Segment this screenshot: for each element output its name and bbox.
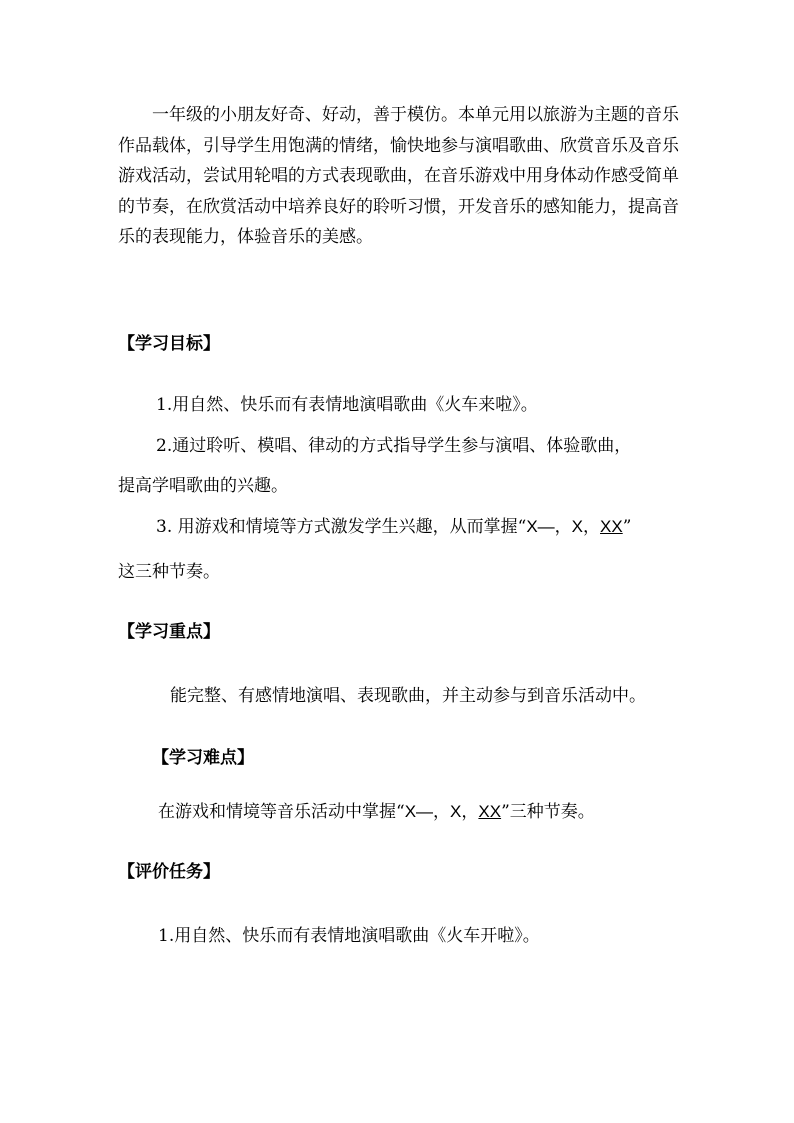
difficulties-text: [158, 800, 595, 824]
objective-item-2-line-1: 2.通过聆听、模唱、律动的方式指导学生参与演唱、体验歌曲，: [156, 436, 632, 456]
intro-paragraph: 一年级的小朋友好奇、好动，善于模仿。本单元用以旅游为主题的音乐作品载体，引导学生用饱满的情绪，愉快地参与演唱歌曲、欣赏音乐及音乐游戏活动，尝试用轮唱的方式表现歌曲，在音乐游戏中用身体动作感受简单的节奏，在欣赏活动中培养良好的聆听习惯，开发音乐的感知能力，提高音乐的表现能力，体验音乐的美感。: [118, 105, 679, 247]
key-points-text: 能完整、有感情地演唱、表现歌曲，并主动参与到音乐活动中。: [170, 686, 646, 706]
objective-item-2-line-2: 提高学唱歌曲的兴趣。: [118, 476, 288, 496]
objective-item-3-line-2: 这三种节奏。: [118, 562, 220, 582]
key-points-heading: 【学习重点】: [118, 622, 220, 642]
evaluation-item-1: 1.用自然、快乐而有表情地演唱歌曲《火车开啦》。: [158, 926, 540, 946]
difficulties-rhythm-underlined: XX: [478, 802, 502, 821]
difficulties-heading: 【学习难点】: [152, 748, 254, 768]
objective-item-3-line-1: [156, 515, 631, 539]
objective-item-3-rhythm: X—，X，: [526, 517, 601, 536]
objective-item-3-prefix: 3. 用游戏和情境等方式激发学生兴趣，从而掌握“: [156, 517, 527, 537]
objectives-heading: 【学习目标】: [118, 334, 220, 354]
difficulties-prefix: 在游戏和情境等音乐活动中掌握“: [158, 802, 405, 822]
difficulties-suffix: ”三种节奏。: [501, 802, 595, 822]
objective-item-3-rhythm-underlined: XX: [600, 517, 623, 536]
objective-item-1: 1.用自然、快乐而有表情地演唱歌曲《火车来啦》。: [156, 395, 538, 415]
evaluation-heading: 【评价任务】: [118, 862, 220, 882]
objective-item-3-suffix: ”: [622, 517, 632, 537]
difficulties-rhythm: X—，X，: [404, 802, 479, 821]
